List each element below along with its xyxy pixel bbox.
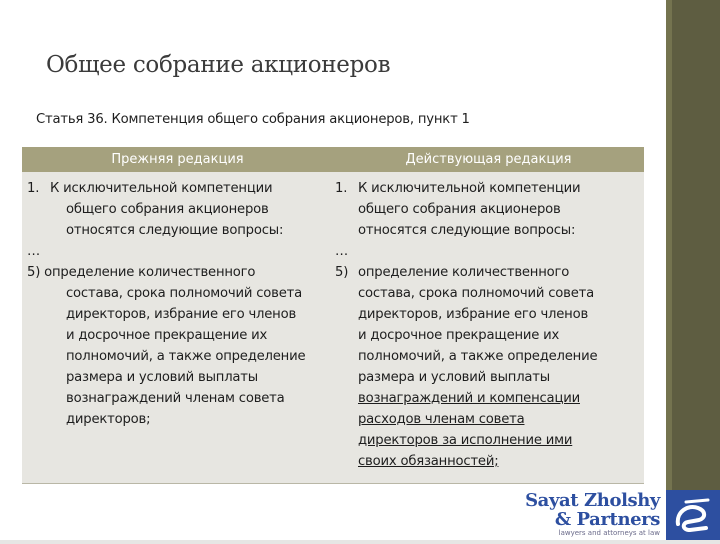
text-line: относятся следующие вопросы: [66,223,284,238]
list-item [335,178,640,199]
list-number: 1. [27,181,40,196]
table-body [22,172,644,484]
text-line: определение количественного [358,265,570,280]
header-previous-edition: Прежняя редакция [111,152,244,167]
text-line: определение количественного [44,265,256,280]
logo-line-partners: & Partners [554,509,660,530]
text-line [335,388,640,409]
changed-text: своих обязанностей; [358,454,499,469]
changed-text: директоров за исполнение ими [358,433,573,448]
text-line [335,409,640,430]
changed-text: вознаграждений и компенсации [358,391,580,406]
text-line [335,451,640,472]
page-title: Общее собрание акционеров [46,52,391,78]
company-logo [500,490,720,540]
list-item [335,262,640,283]
text-line: относятся следующие вопросы: [358,223,576,238]
logo-tagline: lawyers and attorneys at law [558,529,660,537]
text-line: и досрочное прекращение их [66,328,268,343]
ellipsis: … [335,244,348,259]
side-bar-shade [666,0,672,540]
list-item [27,178,332,199]
list-number: 5) [27,265,41,280]
slide-subtitle: Статья 36. Компетенция общего собрания акционеров, пункт 1 [36,112,470,127]
text-line: полномочий, а также определение [358,349,598,364]
text-line: состава, срока полномочий совета [358,286,595,301]
text-line: состава, срока полномочий совета [66,286,303,301]
text-line [335,430,640,451]
logo-line-name: Sayat Zholshy [525,490,660,511]
text-line: размера и условий выплаты [358,370,551,385]
text-line: К исключительной компетенции [50,181,273,196]
changed-text: расходов членам совета [358,412,525,427]
text-line: общего собрания акционеров [66,202,269,217]
text-line: размера и условий выплаты [66,370,259,385]
current-edition-column [335,178,640,472]
side-decoration-bar [666,0,720,540]
ellipsis: … [27,244,40,259]
text-line: полномочий, а также определение [66,349,306,364]
previous-edition-column [27,178,332,430]
comparison-table [22,147,644,483]
list-number: 1. [335,181,348,196]
header-current-edition: Действующая редакция [405,152,572,167]
list-item [27,262,332,283]
list-number: 5) [335,265,349,280]
text-line: К исключительной компетенции [358,181,581,196]
table-header [22,147,644,172]
text-line: директоров, избрание его членов [358,307,589,322]
text-line: общего собрания акционеров [358,202,561,217]
text-line: и досрочное прекращение их [358,328,560,343]
text-line: директоров; [66,412,151,427]
logo-emblem-icon [666,490,720,540]
text-line: директоров, избрание его членов [66,307,297,322]
text-line: вознаграждений членам совета [66,391,285,406]
